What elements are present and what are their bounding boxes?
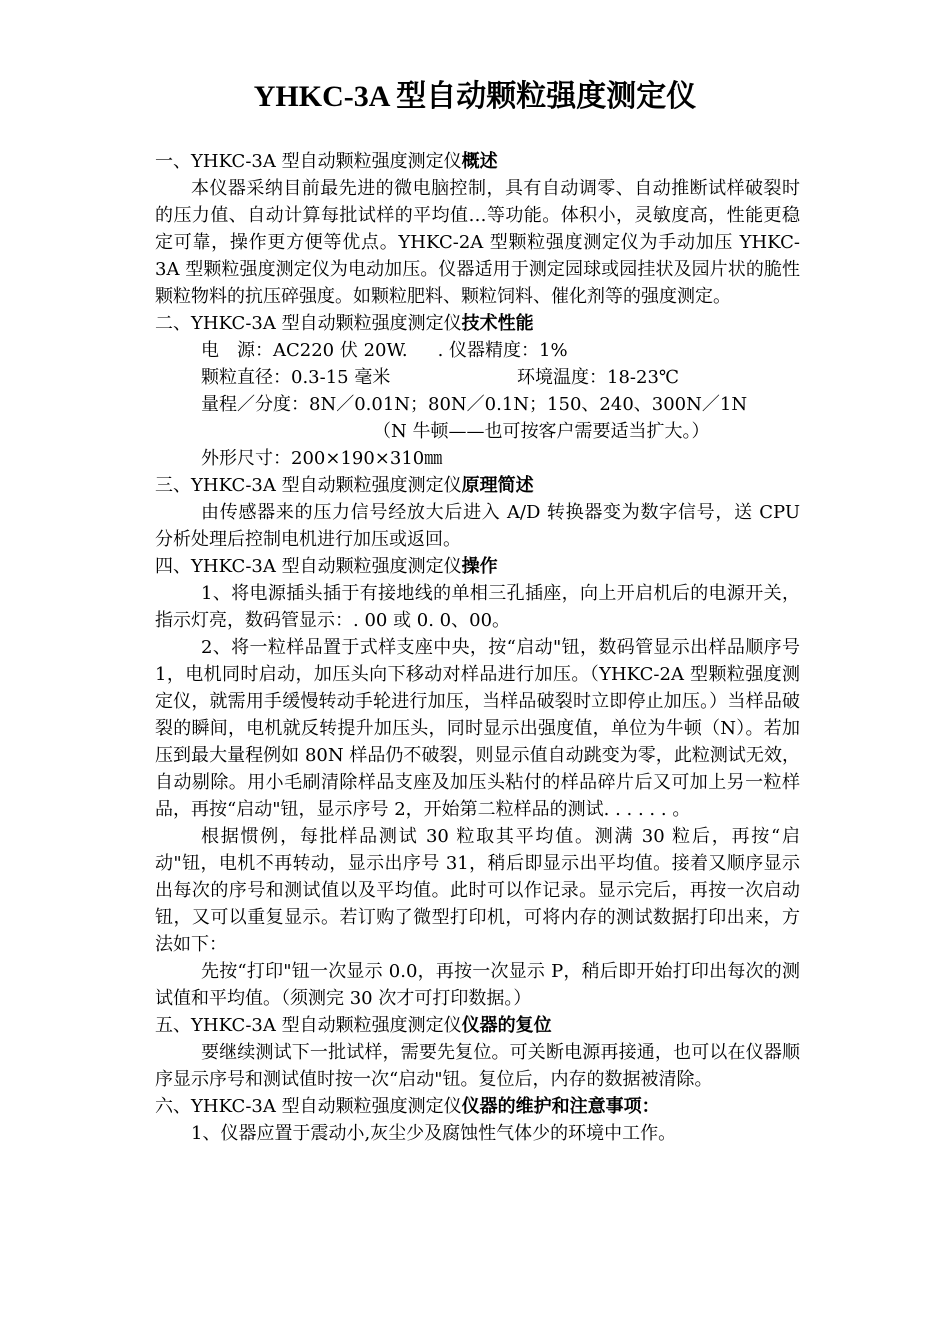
section-heading-prefix: 一、YHKC-3A 型自动颗粒强度测定仪	[155, 151, 462, 172]
section-heading-operation	[155, 553, 800, 580]
spec-power: 电 源：AC220 伏 20W.	[201, 340, 408, 361]
section-heading-prefix: 五、YHKC-3A 型自动颗粒强度测定仪	[155, 1015, 462, 1036]
section-heading-suffix: 概述	[461, 151, 498, 172]
section-heading-specs	[155, 310, 800, 337]
section-heading-suffix: 操作	[461, 556, 498, 577]
paragraph: 由传感器来的压力信号经放大后进入 A/D 转换器变为数字信号，送 CPU 分析处理后控制电机进行加压或返回。	[155, 502, 800, 550]
paragraph: 根据惯例，每批样品测试 30 粒取其平均值。测满 30 粒后，再按“启动"钮，电机不再转动，显示出序号 31，稍后即显示出平均值。接着又顺序显示出每次的序号和测试值以及平均值。此时可以作记录。显示完后，再按一次启动钮，又可以重复显示。若订购了微型打印机，可将内存的测试数据打印出来，方法如下：	[155, 826, 800, 955]
paragraph: 要继续测试下一批试样，需要先复位。可关断电源再接通，也可以在仪器顺序显示序号和测试值时按一次“启动"钮。复位后，内存的数据被清除。	[155, 1042, 800, 1090]
section-heading-prefix: 六、YHKC-3A 型自动颗粒强度测定仪	[155, 1096, 462, 1117]
spec-temperature: 环境温度：18-23℃	[517, 367, 680, 388]
spec-accuracy: . 仪器精度：1%	[437, 340, 568, 361]
spec-diameter: 颗粒直径：0.3-15 毫米	[201, 367, 391, 388]
paragraph: 先按“打印"钮一次显示 0.0，再按一次显示 P，稍后即开始打印出每次的测试值和平均值。（须测完 30 次才可打印数据。）	[155, 961, 800, 1009]
paragraph: 1、仪器应置于震动小,灰尘少及腐蚀性气体少的环境中工作。	[191, 1123, 677, 1144]
paragraph: 2、将一粒样品置于式样支座中央，按“启动"钮，数码管显示出样品顺序号 1，电机同时启动，加压头向下移动对样品进行加压。（YHKC-2A 型颗粒强度测定仪，就需用手缓慢转动手轮进行加压，当样品破裂时立即停止加压。）当样品破裂的瞬间，电机就反转提升加压头，同时显示出强度值，单位为牛顿（N）。若加压到最大量程例如 80N 样品仍不破裂，则显示值自动跳变为零，此粒测试无效，自动剔除。用小毛刷清除样品支座及加压头粘付的样品碎片后又可加上另一粒样品，再按“启动"钮，显示序号 2，开始第二粒样品的测试. . . . . . 。	[155, 637, 800, 820]
spec-line-diameter	[155, 364, 800, 391]
document-body	[155, 148, 800, 1147]
section-heading-reset	[155, 1012, 800, 1039]
document-title: YHKC-3A 型自动颗粒强度测定仪	[253, 80, 697, 113]
section-heading-suffix: 仪器的复位	[461, 1015, 552, 1036]
section-heading-prefix: 四、YHKC-3A 型自动颗粒强度测定仪	[155, 556, 462, 577]
section-heading-overview	[155, 148, 800, 175]
section-heading-prefix: 三、YHKC-3A 型自动颗粒强度测定仪	[155, 475, 462, 496]
spec-line-range: 量程／分度：8N／0.01N；80N／0.1N；150、240、300N／1N	[201, 394, 748, 415]
spec-line-dimensions: 外形尺寸：200×190×310㎜	[201, 448, 443, 469]
spec-line-power	[155, 337, 800, 364]
section-heading-principle	[155, 472, 800, 499]
section-heading-suffix: 仪器的维护和注意事项：	[461, 1096, 660, 1117]
paragraph: 本仪器采纳目前最先进的微电脑控制，具有自动调零、自动推断试样破裂时的压力值、自动计算每批试样的平均值…等功能。体积小，灵敏度高，性能更稳定可靠，操作更方便等优点。YHKC-2A 型颗粒强度测定仪为手动加压 YHKC-3A 型颗粒强度测定仪为电动加压。仪器适用于测定园球或园挂状及园片状的脆性颗粒物料的抗压碎强度。如颗粒肥料、颗粒饲料、催化剂等的强度测定。	[155, 178, 800, 307]
section-heading-prefix: 二、YHKC-3A 型自动颗粒强度测定仪	[155, 313, 462, 334]
paragraph: 1、将电源插头插于有接地线的单相三孔插座，向上开启机后的电源开关，指示灯亮，数码管显示：. 00 或 0. 0、00。	[155, 583, 800, 631]
section-heading-suffix: 原理简述	[461, 475, 534, 496]
section-heading-maintenance	[155, 1093, 800, 1120]
section-heading-suffix: 技术性能	[461, 313, 534, 334]
spec-line-note: （N 牛顿——也可按客户需要适当扩大。）	[373, 421, 710, 442]
